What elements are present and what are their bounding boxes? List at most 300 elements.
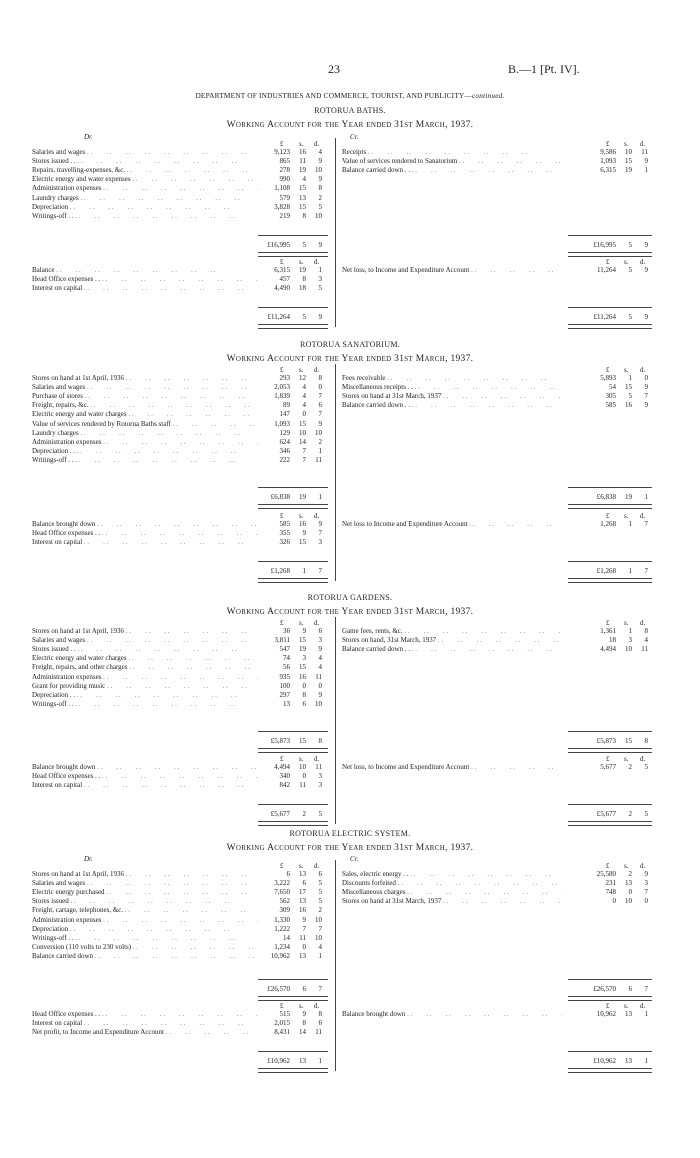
debit-pounds: 74 — [283, 654, 290, 663]
total-double-rule — [568, 578, 652, 583]
debit-total-pounds: £1,268 — [270, 567, 290, 575]
debit-item-label: Conversion (110 volts to 230 volts) . . — [32, 943, 258, 952]
credit-total-pence: 5 — [644, 810, 648, 818]
debit-item-label: Balance carried down . . — [32, 952, 258, 961]
debit-item-label: Depreciation . . . . — [32, 447, 258, 456]
debit-shillings: 3 — [302, 654, 306, 663]
debit-total-pounds: £11,264 — [267, 313, 290, 321]
credit-shillings: 2 — [628, 763, 632, 771]
debit-pounds: 562 — [279, 897, 290, 906]
debit-item-label: Stores on hand at 1st April, 1936 . . — [32, 374, 258, 383]
debit-pounds: 56 — [283, 663, 290, 672]
debit-pounds: 865 — [279, 157, 290, 166]
debit-total-pence: 9 — [318, 241, 322, 249]
debit-pounds: 3,828 — [274, 202, 290, 211]
currency-pound: £ — [280, 862, 284, 870]
credit-item-label: Fees receivable . . — [342, 374, 562, 383]
credit-item-label: Net loss to Income and Expenditure Account . . — [342, 520, 562, 529]
credit-pounds: 5,677 — [600, 763, 616, 771]
debit-item-label: Freight, repairs, and other charges . . — [32, 663, 258, 672]
debit-shillings: 10 — [299, 763, 306, 771]
credit-pounds: 9,586 — [600, 148, 616, 156]
currency-pence: d. — [314, 258, 320, 266]
debit-item-label: Stores on hand at 1st April, 1936 . . — [32, 870, 258, 879]
debit-pounds: 990 — [279, 175, 290, 184]
debit-shillings: 7 — [302, 446, 306, 455]
total-double-rule — [258, 252, 328, 257]
currency-pence: d. — [314, 366, 320, 374]
debit-item-label: Freight, repairs, &c. . . — [32, 401, 258, 410]
debit-pence: 5 — [318, 284, 322, 293]
debit-shillings: 11 — [299, 933, 306, 942]
debit-pence: 3 — [318, 772, 322, 781]
credit-heading: Cr. — [350, 133, 359, 141]
credit-total-pounds: £1,268 — [596, 567, 616, 575]
debit-pence: 9 — [318, 157, 322, 166]
debit-pounds: 2,053 — [274, 383, 290, 392]
debit-shillings: 18 — [299, 284, 306, 293]
credit-pence: 8 — [644, 627, 648, 635]
debit-pounds: 2,015 — [274, 1019, 290, 1028]
debit-pounds: 624 — [279, 437, 290, 446]
currency-shilling: s. — [624, 862, 629, 870]
debit-pence: 4 — [318, 663, 322, 672]
section-subtitle: Working Account for the Year ended 31st March, 1937. — [226, 354, 474, 364]
credit-pence: 9 — [644, 401, 648, 410]
debit-shillings: 4 — [302, 392, 306, 401]
debit-pence: 6 — [318, 401, 322, 410]
total-rule — [568, 731, 652, 732]
currency-shilling: s. — [299, 258, 304, 266]
total-rule — [568, 235, 652, 236]
department-heading — [0, 91, 700, 100]
currency-pence: d. — [314, 512, 320, 520]
credit-pounds: 5,893 — [600, 374, 616, 382]
debit-pence: 9 — [318, 520, 322, 528]
currency-pound: £ — [280, 140, 284, 148]
credit-shillings: 2 — [628, 870, 632, 878]
debit-item-label: Administration expenses . . — [32, 673, 258, 682]
credit-total-pounds: £16,995 — [593, 241, 616, 249]
debit-pence: 7 — [318, 410, 322, 419]
credit-shillings: 3 — [628, 636, 632, 645]
debit-pounds: 100 — [279, 681, 290, 690]
total-rule — [258, 804, 328, 805]
total-rule — [568, 487, 652, 488]
credit-total-pence: 9 — [644, 241, 648, 249]
credit-shillings: 15 — [625, 157, 632, 166]
credit-total-shillings: 5 — [628, 241, 632, 249]
debit-shillings: 4 — [302, 175, 306, 184]
credit-pounds: 1,361 — [600, 627, 616, 635]
debit-shillings: 9 — [302, 529, 306, 538]
debit-pence: 10 — [315, 428, 322, 437]
currency-shilling: s. — [299, 512, 304, 520]
credit-total-pence: 9 — [644, 313, 648, 321]
debit-item-label: Administration expenses . . — [32, 438, 258, 447]
credit-item-label: Balance carried down . . . . — [342, 166, 562, 175]
debit-item-label: Electric energy and water charges . . — [32, 654, 258, 663]
currency-pound: £ — [280, 512, 284, 520]
currency-pence: d. — [640, 1002, 646, 1010]
column-divider — [335, 364, 336, 581]
section-subtitle: Working Account for the Year ended 31st March, 1937. — [226, 607, 474, 617]
debit-pounds: 1,222 — [274, 924, 290, 933]
currency-pence: d. — [640, 755, 646, 763]
debit-pence: 6 — [318, 870, 322, 878]
debit-pounds: 3,811 — [274, 636, 290, 645]
debit-total-pence: 5 — [318, 810, 322, 818]
section-title: ROTORUA BATHS. — [314, 106, 386, 115]
debit-pounds: 36 — [283, 627, 290, 635]
debit-pence: 9 — [318, 419, 322, 428]
debit-pence: 3 — [318, 275, 322, 284]
debit-pounds: 457 — [279, 275, 290, 284]
currency-pound: £ — [606, 140, 610, 148]
debit-pounds: 1,108 — [274, 184, 290, 193]
credit-pence: 9 — [644, 266, 648, 274]
debit-item-label: Stores issued . . . . — [32, 157, 258, 166]
debit-pence: 3 — [318, 538, 322, 547]
debit-pounds: 515 — [279, 1010, 290, 1018]
credit-pounds: 231 — [605, 879, 616, 888]
debit-pounds: 3,222 — [274, 879, 290, 888]
credit-item-label: Sales, electric energy . . . . — [342, 870, 562, 879]
debit-total-pence: 1 — [318, 493, 322, 501]
debit-shillings: 15 — [299, 419, 306, 428]
debit-item-label: Balance . . — [32, 266, 258, 275]
page-number: 23 — [328, 62, 340, 76]
credit-total-pence: 7 — [644, 985, 648, 993]
debit-pence: 8 — [318, 1010, 322, 1018]
debit-item-label: Depreciation . . — [32, 925, 258, 934]
debit-shillings: 19 — [299, 166, 306, 175]
debit-shillings: 13 — [299, 870, 306, 878]
debit-shillings: 15 — [299, 538, 306, 547]
currency-pound: £ — [606, 512, 610, 520]
debit-pence: 1 — [318, 266, 322, 274]
debit-pence: 10 — [315, 699, 322, 708]
credit-pence: 9 — [644, 870, 648, 878]
credit-item-label: Net loss, to Income and Expenditure Account . . — [342, 266, 562, 275]
currency-pound: £ — [606, 258, 610, 266]
credit-pounds: 748 — [605, 888, 616, 897]
debit-pounds: 7,650 — [274, 888, 290, 897]
total-double-rule — [568, 1068, 652, 1073]
debit-item-label: Administration expenses . . — [32, 916, 258, 925]
debit-pounds: 147 — [279, 410, 290, 419]
debit-total-shillings: 13 — [299, 1057, 306, 1065]
debit-total-pence: 1 — [318, 1057, 322, 1065]
debit-total-shillings: 6 — [302, 985, 306, 993]
currency-pence: d. — [640, 619, 646, 627]
credit-pence: 4 — [644, 636, 648, 645]
debit-pounds: 309 — [279, 906, 290, 915]
credit-shillings: 13 — [625, 1010, 632, 1018]
credit-shillings: 16 — [625, 401, 632, 410]
currency-shilling: s. — [624, 619, 629, 627]
debit-pounds: 222 — [279, 455, 290, 464]
credit-pence: 3 — [644, 879, 648, 888]
debit-item-label: Freight, cartage, telephones, &c. . . — [32, 906, 258, 915]
total-double-rule — [258, 821, 328, 826]
credit-total-pounds: £5,873 — [596, 737, 616, 745]
debit-total-pence: 8 — [318, 737, 322, 745]
total-rule — [568, 307, 652, 308]
credit-item-label: Miscellaneous receipts . . . . — [342, 383, 562, 392]
debit-shillings: 4 — [302, 383, 306, 392]
column-divider — [335, 860, 336, 1071]
debit-total-pounds: £6,838 — [270, 493, 290, 501]
debit-pounds: 297 — [279, 690, 290, 699]
debit-total-pounds: £10,962 — [267, 1057, 290, 1065]
debit-item-label: Purchase of stores . . — [32, 392, 258, 401]
credit-total-pence: 8 — [644, 737, 648, 745]
debit-item-label: Salaries and wages . . — [32, 148, 258, 157]
debit-pence: 10 — [315, 933, 322, 942]
debit-shillings: 8 — [302, 1019, 306, 1028]
debit-shillings: 6 — [302, 879, 306, 888]
debit-pounds: 14 — [283, 933, 290, 942]
credit-item-label: Miscellaneous charges . . — [342, 888, 562, 897]
debit-shillings: 0 — [302, 942, 306, 951]
debit-item-label: Grant for providing music . . — [32, 682, 258, 691]
credit-pounds: 25,580 — [596, 870, 616, 878]
credit-total-shillings: 5 — [628, 313, 632, 321]
debit-pence: 5 — [318, 202, 322, 211]
debit-shillings: 0 — [302, 772, 306, 781]
section-title: ROTORUA ELECTRIC SYSTEM. — [289, 829, 411, 838]
total-double-rule — [258, 504, 328, 509]
credit-pounds: 6,315 — [600, 166, 616, 175]
credit-total-shillings: 15 — [625, 737, 632, 745]
debit-item-label: Writings-off . . . . — [32, 700, 258, 709]
credit-shillings: 15 — [625, 383, 632, 392]
debit-shillings: 13 — [299, 951, 306, 960]
debit-pence: 9 — [318, 690, 322, 699]
total-double-rule — [568, 504, 652, 509]
debit-shillings: 15 — [299, 184, 306, 193]
debit-shillings: 10 — [299, 428, 306, 437]
debit-pounds: 326 — [279, 538, 290, 547]
debit-pence: 7 — [318, 924, 322, 933]
debit-shillings: 9 — [302, 627, 306, 635]
debit-pence: 7 — [318, 529, 322, 538]
total-double-rule — [568, 996, 652, 1001]
section-title: ROTORUA GARDENS. — [307, 593, 393, 602]
currency-pence: d. — [640, 862, 646, 870]
debit-pounds: 346 — [279, 446, 290, 455]
currency-pound: £ — [606, 862, 610, 870]
debit-pence: 2 — [318, 437, 322, 446]
total-rule — [258, 1051, 328, 1052]
credit-total-pounds: £11,264 — [593, 313, 616, 321]
debit-shillings: 19 — [299, 645, 306, 654]
total-rule — [258, 979, 328, 980]
credit-pence: 0 — [644, 374, 648, 382]
debit-item-label: Interest on capital . . — [32, 781, 258, 790]
debit-item-label: Balance brought down . . — [32, 520, 258, 529]
debit-shillings: 16 — [299, 520, 306, 528]
currency-pence: d. — [314, 755, 320, 763]
credit-total-shillings: 2 — [628, 810, 632, 818]
total-rule — [258, 487, 328, 488]
debit-shillings: 15 — [299, 202, 306, 211]
credit-total-shillings: 19 — [625, 493, 632, 501]
credit-shillings: 10 — [625, 897, 632, 906]
continued-label: continued. — [471, 91, 505, 100]
credit-total-pounds: £10,962 — [593, 1057, 616, 1065]
debit-pounds: 1,330 — [274, 915, 290, 924]
debit-pounds: 219 — [279, 211, 290, 220]
credit-total-shillings: 13 — [625, 1057, 632, 1065]
debit-item-label: Interest on capital . . — [32, 1019, 258, 1028]
debit-total-pounds: £5,873 — [270, 737, 290, 745]
credit-pounds: 1,268 — [600, 520, 616, 528]
debit-item-label: Laundry charges . . — [32, 194, 258, 203]
debit-item-label: Writings-off . . . . — [32, 456, 258, 465]
total-rule — [568, 804, 652, 805]
debit-shillings: 11 — [299, 781, 306, 790]
credit-pence: 9 — [644, 157, 648, 166]
total-double-rule — [258, 324, 328, 329]
debit-total-pence: 9 — [318, 313, 322, 321]
debit-shillings: 0 — [302, 410, 306, 419]
currency-pence: d. — [640, 366, 646, 374]
credit-shillings: 5 — [628, 266, 632, 274]
debit-pence: 4 — [318, 942, 322, 951]
credit-item-label: Value of services rendered to Sanatorium . . — [342, 157, 562, 166]
debit-pence: 11 — [315, 763, 322, 771]
debit-pounds: 6,315 — [274, 266, 290, 274]
debit-pence: 7 — [318, 392, 322, 401]
debit-heading: Dr. — [84, 133, 93, 141]
debit-shillings: 14 — [299, 437, 306, 446]
debit-total-shillings: 1 — [302, 567, 306, 575]
debit-total-pounds: £26,570 — [267, 985, 290, 993]
credit-shillings: 0 — [628, 888, 632, 897]
debit-shillings: 8 — [302, 690, 306, 699]
credit-shillings: 10 — [625, 645, 632, 654]
department-title: DEPARTMENT OF INDUSTRIES AND COMMERCE, TOURIST, AND PUBLICITY— — [195, 91, 472, 100]
document-code: B.—1 [Pt. IV]. — [508, 62, 580, 76]
credit-item-label: Discounts forfeited . . — [342, 879, 562, 888]
debit-pence: 11 — [315, 1028, 322, 1037]
debit-pounds: 579 — [279, 193, 290, 202]
debit-item-label: Interest on capital . . — [32, 284, 258, 293]
currency-shilling: s. — [299, 366, 304, 374]
debit-pence: 11 — [315, 672, 322, 681]
currency-pound: £ — [280, 619, 284, 627]
credit-total-pence: 7 — [644, 567, 648, 575]
currency-pound: £ — [280, 258, 284, 266]
debit-pence: 6 — [318, 1019, 322, 1028]
debit-shillings: 12 — [299, 374, 306, 382]
total-rule — [568, 979, 652, 980]
debit-item-label: Balance brought down . . — [32, 763, 258, 772]
total-double-rule — [258, 748, 328, 753]
debit-pence: 1 — [318, 951, 322, 960]
total-double-rule — [568, 821, 652, 826]
debit-shillings: 11 — [299, 157, 306, 166]
debit-pence: 10 — [315, 166, 322, 175]
debit-pounds: 340 — [279, 772, 290, 781]
debit-pounds: 4,494 — [274, 763, 290, 771]
credit-shillings: 5 — [628, 392, 632, 401]
debit-shillings: 17 — [299, 888, 306, 897]
currency-pound: £ — [606, 1002, 610, 1010]
debit-shillings: 6 — [302, 699, 306, 708]
debit-shillings: 8 — [302, 275, 306, 284]
currency-shilling: s. — [624, 258, 629, 266]
debit-item-label: Stores issued . . — [32, 897, 258, 906]
credit-pounds: 11,264 — [597, 266, 616, 274]
credit-pence: 0 — [644, 897, 648, 906]
debit-item-label: Electric energy and water expenses . . — [32, 175, 258, 184]
column-divider — [335, 138, 336, 327]
debit-item-label: Writings-off . . . . — [32, 934, 258, 943]
debit-pence: 2 — [318, 906, 322, 915]
debit-pounds: 935 — [279, 672, 290, 681]
debit-pounds: 13 — [283, 699, 290, 708]
currency-pence: d. — [640, 258, 646, 266]
debit-item-label: Laundry charges . . — [32, 429, 258, 438]
credit-item-label: Stores on hand at 31st March, 1937 . . — [342, 392, 562, 401]
debit-shillings: 15 — [299, 636, 306, 645]
debit-total-pence: 7 — [318, 985, 322, 993]
debit-pence: 0 — [318, 383, 322, 392]
credit-pounds: 4,494 — [600, 645, 616, 654]
section-title: ROTORUA SANATORIUM. — [299, 340, 401, 349]
debit-pounds: 842 — [279, 781, 290, 790]
debit-total-pounds: £16,995 — [267, 241, 290, 249]
total-double-rule — [568, 252, 652, 257]
debit-pounds: 8,431 — [274, 1028, 290, 1037]
currency-shilling: s. — [299, 1002, 304, 1010]
currency-pence: d. — [640, 512, 646, 520]
debit-total-shillings: 19 — [299, 493, 306, 501]
credit-pence: 1 — [644, 1010, 648, 1018]
credit-shillings: 19 — [625, 166, 632, 175]
currency-pence: d. — [314, 1002, 320, 1010]
debit-pence: 5 — [318, 879, 322, 888]
debit-total-shillings: 2 — [302, 810, 306, 818]
debit-item-label: Depreciation . . — [32, 203, 258, 212]
total-rule — [568, 1051, 652, 1052]
credit-total-pounds: £26,570 — [593, 985, 616, 993]
debit-pence: 3 — [318, 781, 322, 790]
credit-shillings: 13 — [625, 879, 632, 888]
debit-pence: 2 — [318, 193, 322, 202]
credit-pounds: 10,962 — [596, 1010, 616, 1018]
total-double-rule — [568, 324, 652, 329]
credit-total-pounds: £5,677 — [596, 810, 616, 818]
credit-shillings: 1 — [628, 520, 632, 528]
currency-pence: d. — [314, 862, 320, 870]
total-rule — [568, 561, 652, 562]
debit-item-label: Salaries and wages . . — [32, 879, 258, 888]
currency-pound: £ — [606, 755, 610, 763]
section-subtitle: Working Account for the Year ended 31st March, 1937. — [226, 843, 474, 853]
debit-pounds: 9,123 — [274, 148, 290, 156]
debit-item-label: Head Office expenses . . . . — [32, 275, 258, 284]
debit-item-label: Depreciation . . . . — [32, 691, 258, 700]
debit-pence: 0 — [318, 681, 322, 690]
debit-total-shillings: 5 — [302, 241, 306, 249]
debit-item-label: Net profit, to Income and Expenditure Account . . — [32, 1028, 258, 1037]
debit-pounds: 585 — [279, 520, 290, 528]
debit-pence: 4 — [318, 148, 322, 156]
